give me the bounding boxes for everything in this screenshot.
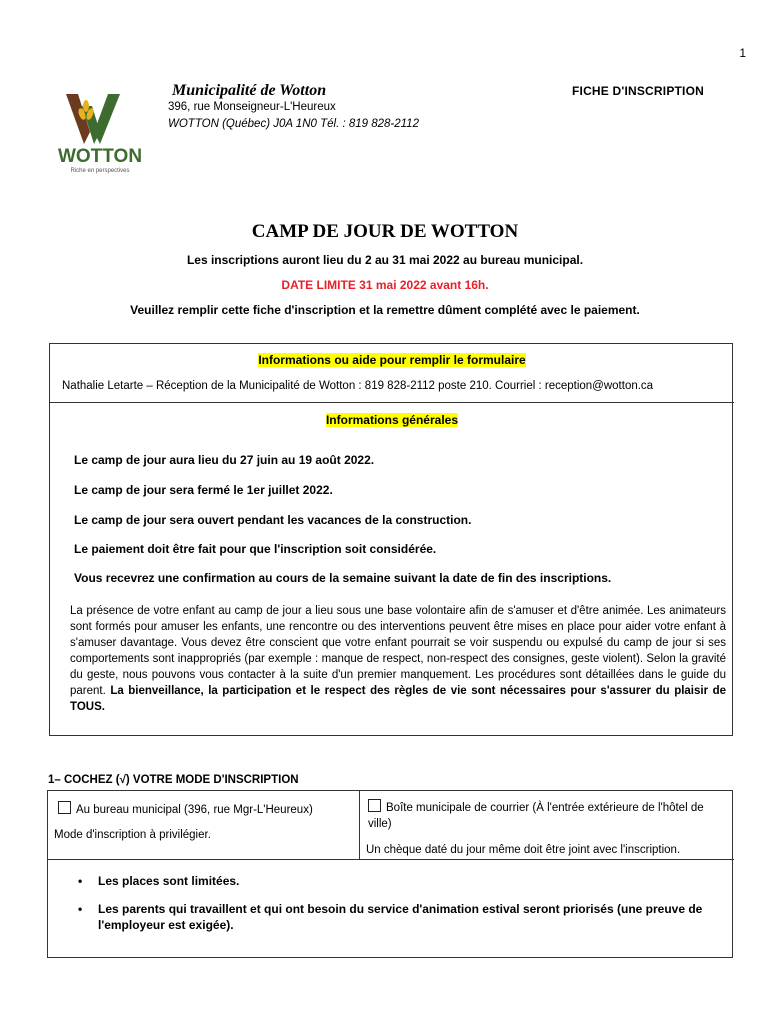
municipality-name: Municipalité de Wotton bbox=[172, 82, 327, 99]
general-item: Le paiement doit être fait pour que l'inscription soit considérée. bbox=[74, 542, 437, 556]
option-office-note: Mode d'inscription à privilégier. bbox=[54, 829, 211, 841]
registration-mode-box: Au bureau municipal (396, rue Mgr-L'Heureux) Mode d'inscription à privilégier. Boîte municipale de courrier (À l'entrée extérieure de l'hôtel de ville) Un chèque daté du jour même doit être joint avec l'inscription. • Les places sont limitées. • Les parents qui travaillent et qui ont besoin du service d'animation estival seront priorisés (une preuve de l'employeur est exigée). bbox=[47, 790, 733, 958]
info-box bbox=[49, 343, 733, 736]
deadline: DATE LIMITE 31 mai 2022 avant 16h. bbox=[281, 278, 489, 292]
section-heading: 1– COCHEZ (√) VOTRE MODE D'INSCRIPTION bbox=[48, 774, 299, 786]
divider bbox=[50, 402, 734, 403]
general-item: Vous recevrez une confirmation au cours de la semaine suivant la date de fin des inscriptions. bbox=[74, 571, 612, 585]
form-label: FICHE D'INSCRIPTION bbox=[572, 84, 704, 98]
registration-dates: Les inscriptions auront lieu du 2 au 31 mai 2022 au bureau municipal. bbox=[186, 253, 584, 267]
general-heading: Informations générales bbox=[325, 413, 459, 427]
general-item: Le camp de jour aura lieu du 27 juin au 19 août 2022. bbox=[74, 453, 375, 467]
option-mailbox-note: Un chèque daté du jour même doit être joint avec l'inscription. bbox=[366, 844, 681, 856]
general-item: Le camp de jour sera fermé le 1er juillet 2022. bbox=[74, 483, 333, 497]
checkbox-office[interactable] bbox=[58, 801, 71, 814]
page-number: 1 bbox=[739, 46, 746, 60]
general-item: Le camp de jour sera ouvert pendant les vacances de la construction. bbox=[74, 513, 472, 527]
divider bbox=[359, 791, 360, 859]
page-title: CAMP DE JOUR DE WOTTON bbox=[251, 221, 519, 242]
checkbox-mailbox[interactable] bbox=[368, 799, 381, 812]
rules-paragraph: La présence de votre enfant au camp de jour a lieu sous une base volontaire afin de s'amuser et d'être animée. Les animateurs sont formés pour amuser les enfants, une rencontre ou des interventions peuvent être mises en place pour aider votre enfant à s'amuser davantage. Vous devez être conscient que votre enfant pourrait se voir suspendu ou expulsé du camp de jour si ses comportements sont inappropriés (par exemple : manque de respect, non-respect des consignes, geste violent). Selon la gravité du geste, nous pouvons vous contacter à la suite d'un premier manquement. Les procédures sont détaillées dans le guide du parent. La bienveillance, la participation et le respect des règles de vie sont nécessaires pour s'assurer du plaisir de TOUS. bbox=[70, 605, 726, 713]
instructions: Veuillez remplir cette fiche d'inscription et la remettre dûment complété avec le paiement. bbox=[130, 303, 640, 317]
help-heading: Informations ou aide pour remplir le formulaire bbox=[258, 353, 526, 367]
option-mailbox[interactable]: Boîte municipale de courrier (À l'entrée extérieure de l'hôtel de ville) bbox=[368, 799, 724, 832]
address-line: 396, rue Monseigneur-L'Heureux bbox=[168, 101, 336, 113]
divider bbox=[48, 859, 734, 860]
logo-wordmark: WOTTON bbox=[57, 146, 143, 167]
city-phone: WOTTON (Québec) J0A 1N0 Tél. : 819 828-2112 bbox=[168, 118, 419, 130]
contact-line: Nathalie Letarte – Réception de la Municipalité de Wotton : 819 828-2112 poste 210. Courriel : reception@wotton.ca bbox=[62, 380, 654, 392]
wotton-logo bbox=[56, 92, 148, 174]
option-office[interactable]: Au bureau municipal (396, rue Mgr-L'Heureux) bbox=[58, 801, 313, 816]
logo-tagline: Riche en perspectives bbox=[70, 168, 130, 174]
